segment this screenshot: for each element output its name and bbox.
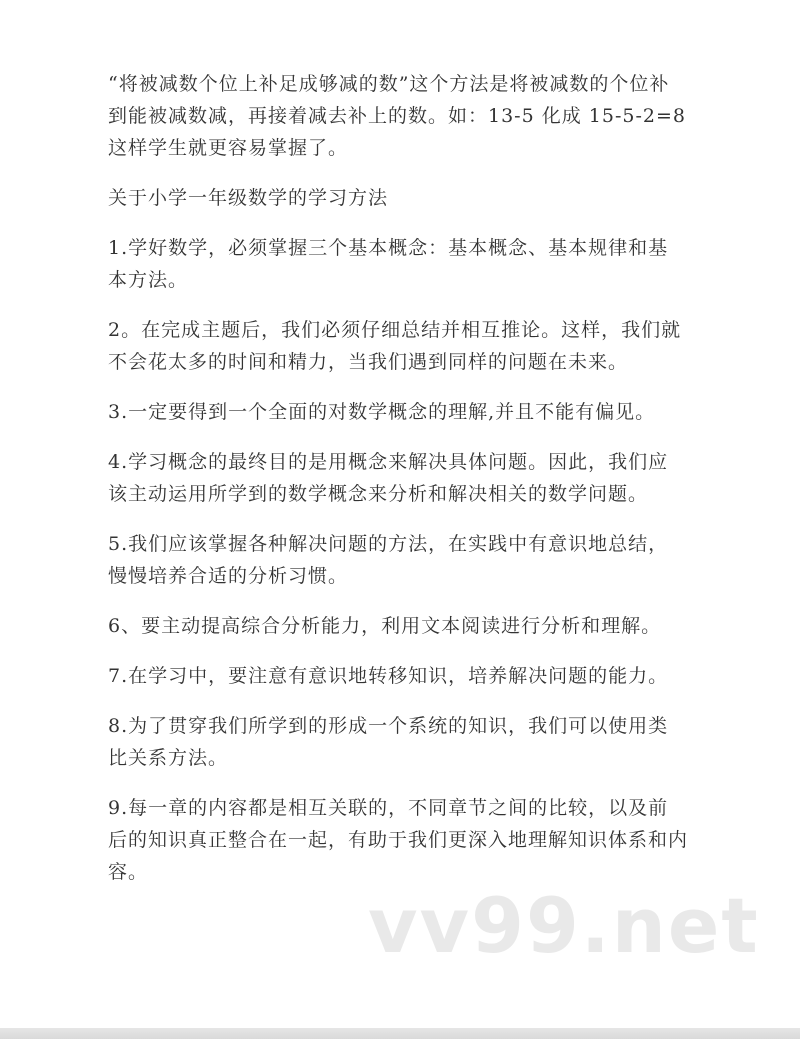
paragraph-intro: “将被减数个位上补足成够减的数”这个方法是将被减数的个位补到能被减数减，再接着减去补上的数。如：13-5 化成 15-5-2=8 这样学生就更容易掌握了。 (108, 73, 686, 159)
watermark: vv99.net (368, 881, 760, 970)
list-item-9: 9.每一章的内容都是相互关联的，不同章节之间的比较，以及前后的知识真正整合在一起，有助于我们更深入地理解知识体系和内容。 (108, 797, 689, 883)
list-item-5: 5.我们应该掌握各种解决问题的方法，在实践中有意识地总结，慢慢培养合适的分析习惯。 (108, 533, 669, 587)
list-item-1: 1.学好数学，必须掌握三个基本概念：基本概念、基本规律和基本方法。 (108, 237, 669, 291)
list-item-7: 7.在学习中，要注意有意识地转移知识，培养解决问题的能力。 (108, 665, 669, 687)
list-item-8: 8.为了贯穿我们所学到的形成一个系统的知识，我们可以使用类比关系方法。 (108, 715, 669, 769)
page-bottom-edge (0, 1028, 800, 1039)
list-item-3: 3.一定要得到一个全面的对数学概念的理解,并且不能有偏见。 (108, 401, 656, 423)
section-heading: 关于小学一年级数学的学习方法 (108, 187, 389, 209)
list-item-2: 2。在完成主题后，我们必须仔细总结并相互推论。这样，我们就不会花太多的时间和精力，当我们遇到同样的问题在未来。 (108, 319, 682, 373)
list-item-6: 6、要主动提高综合分析能力，利用文本阅读进行分析和理解。 (108, 615, 662, 637)
document-body (108, 68, 688, 906)
list-item-4: 4.学习概念的最终目的是用概念来解决具体问题。因此，我们应该主动运用所学到的数学概念来分析和解决相关的数学问题。 (108, 451, 669, 505)
